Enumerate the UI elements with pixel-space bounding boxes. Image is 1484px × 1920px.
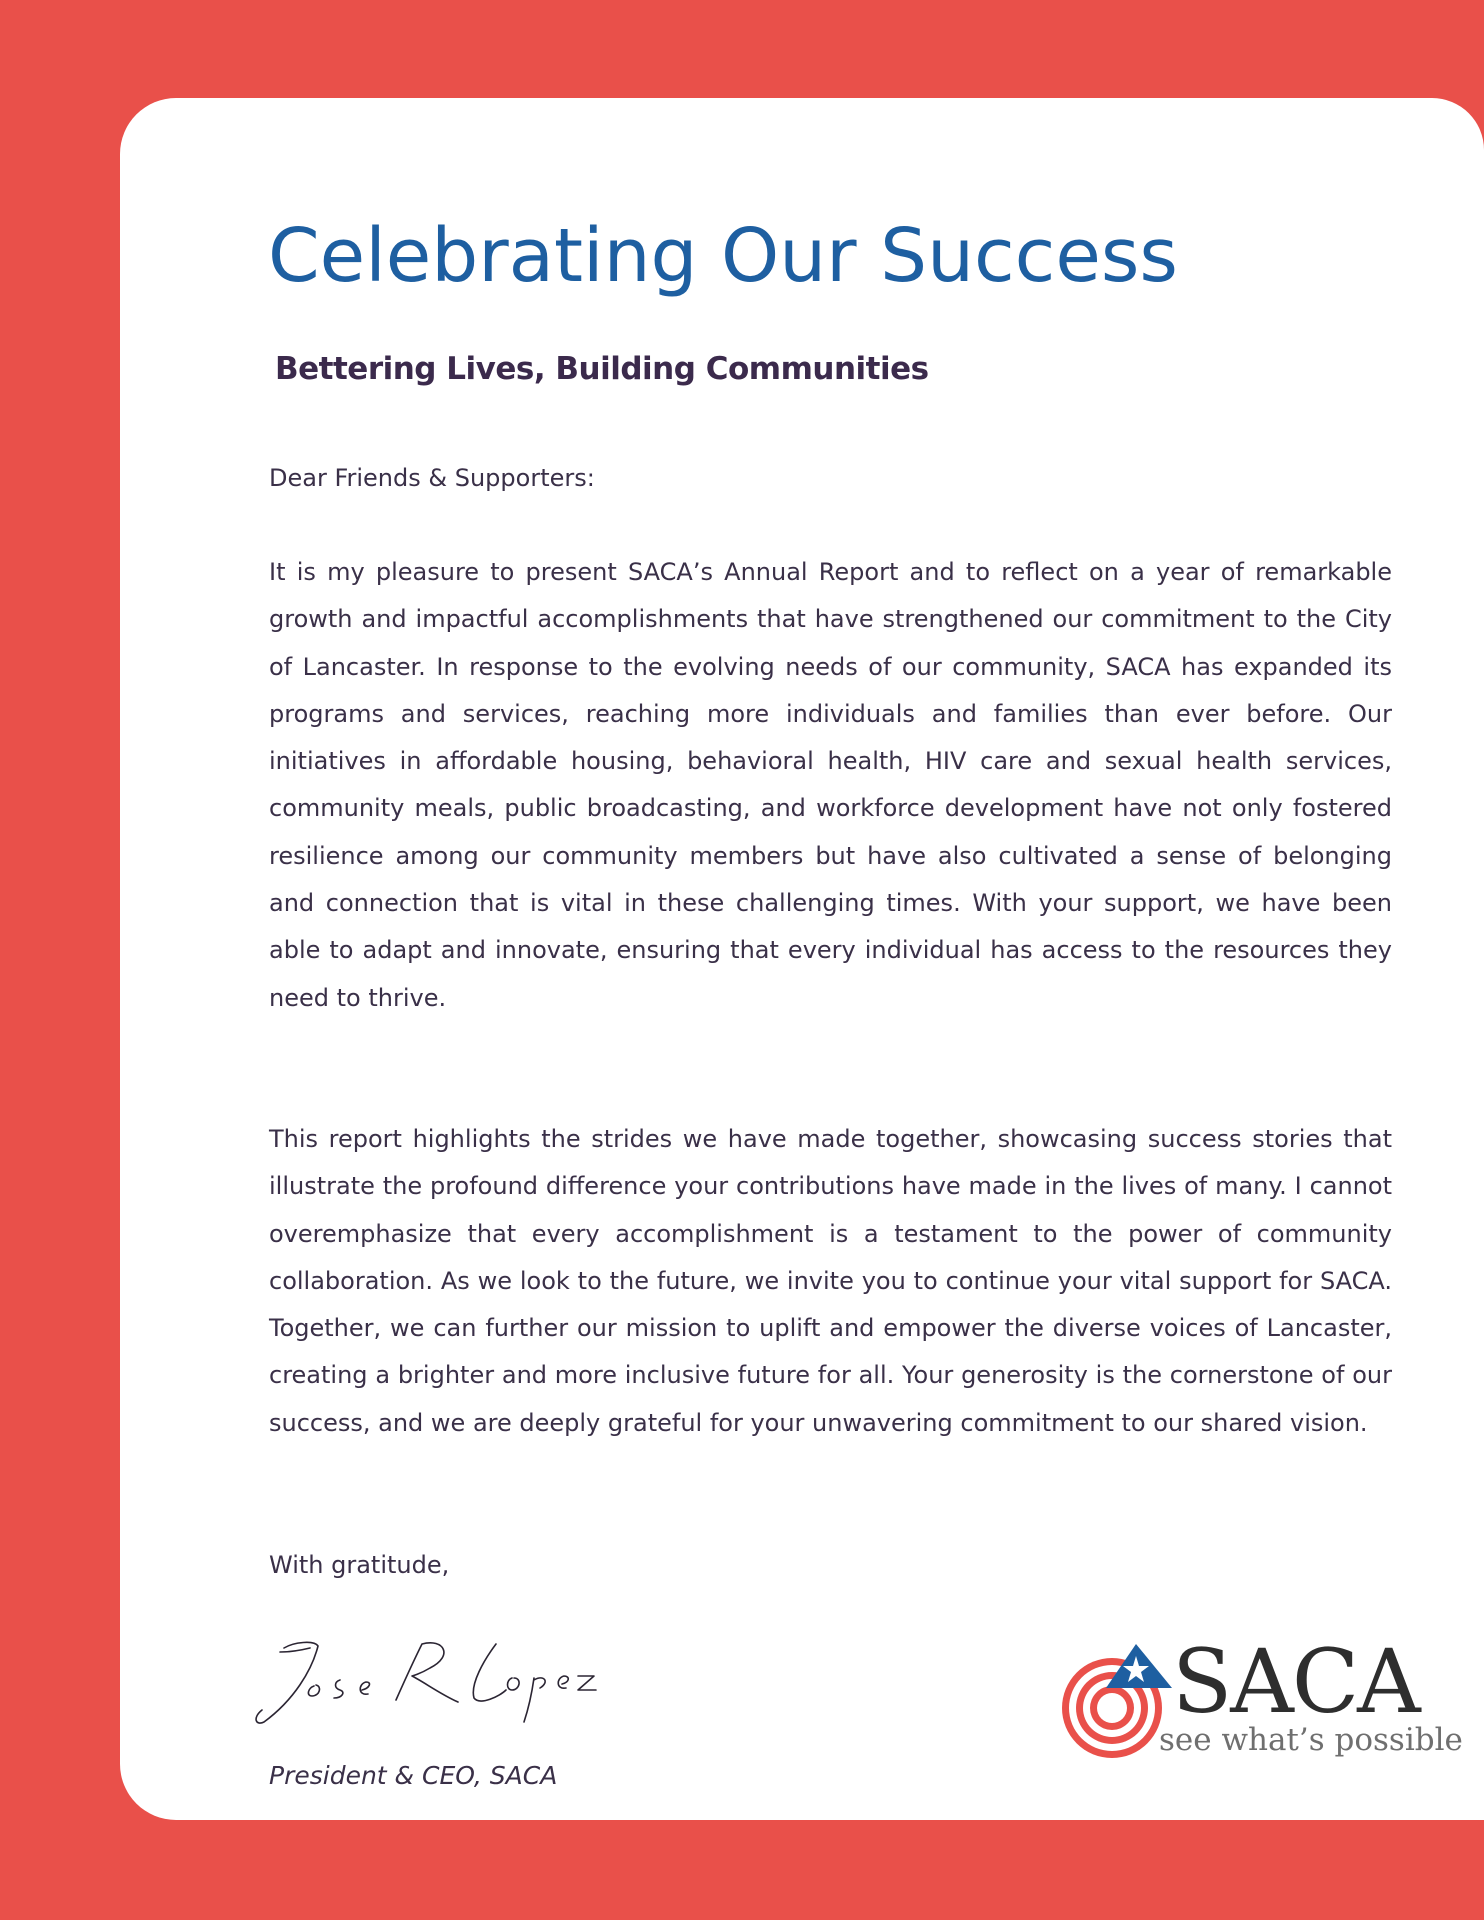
signature-image [244,1630,604,1730]
letter-paragraph-1: It is my pleasure to present SACA’s Annual Report and to reflect on a year of remarkable growth and impactful accomplishments that have strengthened our commitment to the City of Lancaster. In response to the evolving needs of our community, SACA has expanded its programs and services, reaching more individuals and families than ever before. Our initiatives in affordable housing, behavioral health, HIV care and sexual health services, community meals, public broadcasting, and workforce development have not only fostered resilience among our community members but have also cultivated a sense of belonging and connection that is vital in these challenging times. With your support, we have been able to adapt and innovate, ensuring that every individual has access to the resources they need to thrive. [269,558,1392,1012]
letter-greeting: Dear Friends & Supporters: [269,464,595,492]
saca-tagline: see what’s possible [1159,1722,1463,1758]
letter-closing: With gratitude, [269,1551,450,1579]
page-subtitle: Bettering Lives, Building Communities [275,351,929,387]
signatory-role: President & CEO, SACA [269,1761,558,1790]
letter-paragraph-2: This report highlights the strides we have made together, showcasing success stories that illustrate the profound difference your contributions have made in the lives of many. I cannot overemphasize that every accomplishment is a testament to the power of community collaboration. As we look to the future, we invite you to continue your vital support for SACA. Together, we can further our mission to uplift and empower the diverse voices of Lancaster, creating a brighter and more inclusive future for all. Your generosity is the cornerstone of our success, and we are deeply grateful for your unwavering commitment to our shared vision. [269,1125,1392,1437]
page-title: Celebrating Our Success [268,213,1178,299]
saca-wordmark: SACA [1172,1630,1419,1733]
saca-logo [1050,1630,1463,1770]
